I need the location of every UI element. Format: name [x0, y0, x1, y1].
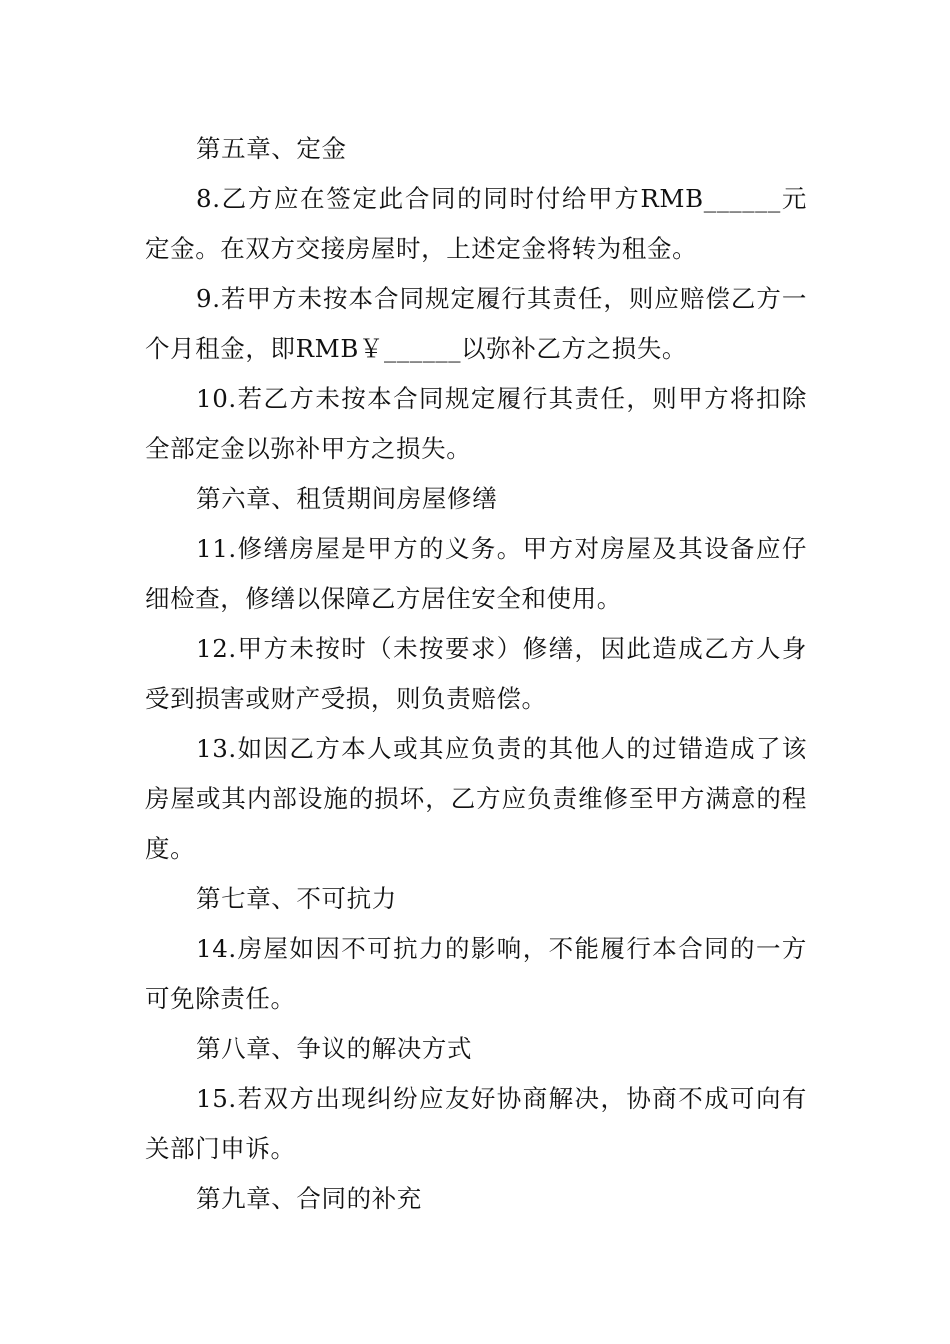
- chapter-heading: 第九章、合同的补充: [196, 1184, 422, 1213]
- chapter-heading: 第八章、争议的解决方式: [196, 1034, 473, 1063]
- clause-11: 11.修缮房屋是甲方的义务。甲方对房屋及其设备应仔细检查，修缮以保障乙方居住安全和使用。: [145, 534, 807, 613]
- document-body: [145, 124, 807, 1224]
- clause-13: 13.如因乙方本人或其应负责的其他人的过错造成了该房屋或其内部设施的损坏，乙方应负责维修至甲方满意的程度。: [145, 734, 807, 863]
- clause-8: 8.乙方应在签定此合同的同时付给甲方RMB______元定金。在双方交接房屋时，上述定金将转为租金。: [145, 184, 807, 263]
- clause-15: 15.若双方出现纠纷应友好协商解决，协商不成可向有关部门申诉。: [145, 1084, 807, 1163]
- chapter-heading: 第五章、定金: [196, 134, 347, 163]
- clause-9: 9.若甲方未按本合同规定履行其责任，则应赔偿乙方一个月租金，即RMB￥______以弥补乙方之损失。: [145, 284, 807, 363]
- chapter-heading: 第七章、不可抗力: [196, 884, 397, 913]
- chapter-heading: 第六章、租赁期间房屋修缮: [196, 484, 498, 513]
- clause-14: 14.房屋如因不可抗力的影响，不能履行本合同的一方可免除责任。: [145, 934, 807, 1013]
- clause-12: 12.甲方未按时（未按要求）修缮，因此造成乙方人身受到损害或财产受损，则负责赔偿。: [145, 634, 807, 713]
- clause-10: 10.若乙方未按本合同规定履行其责任，则甲方将扣除全部定金以弥补甲方之损失。: [145, 384, 807, 463]
